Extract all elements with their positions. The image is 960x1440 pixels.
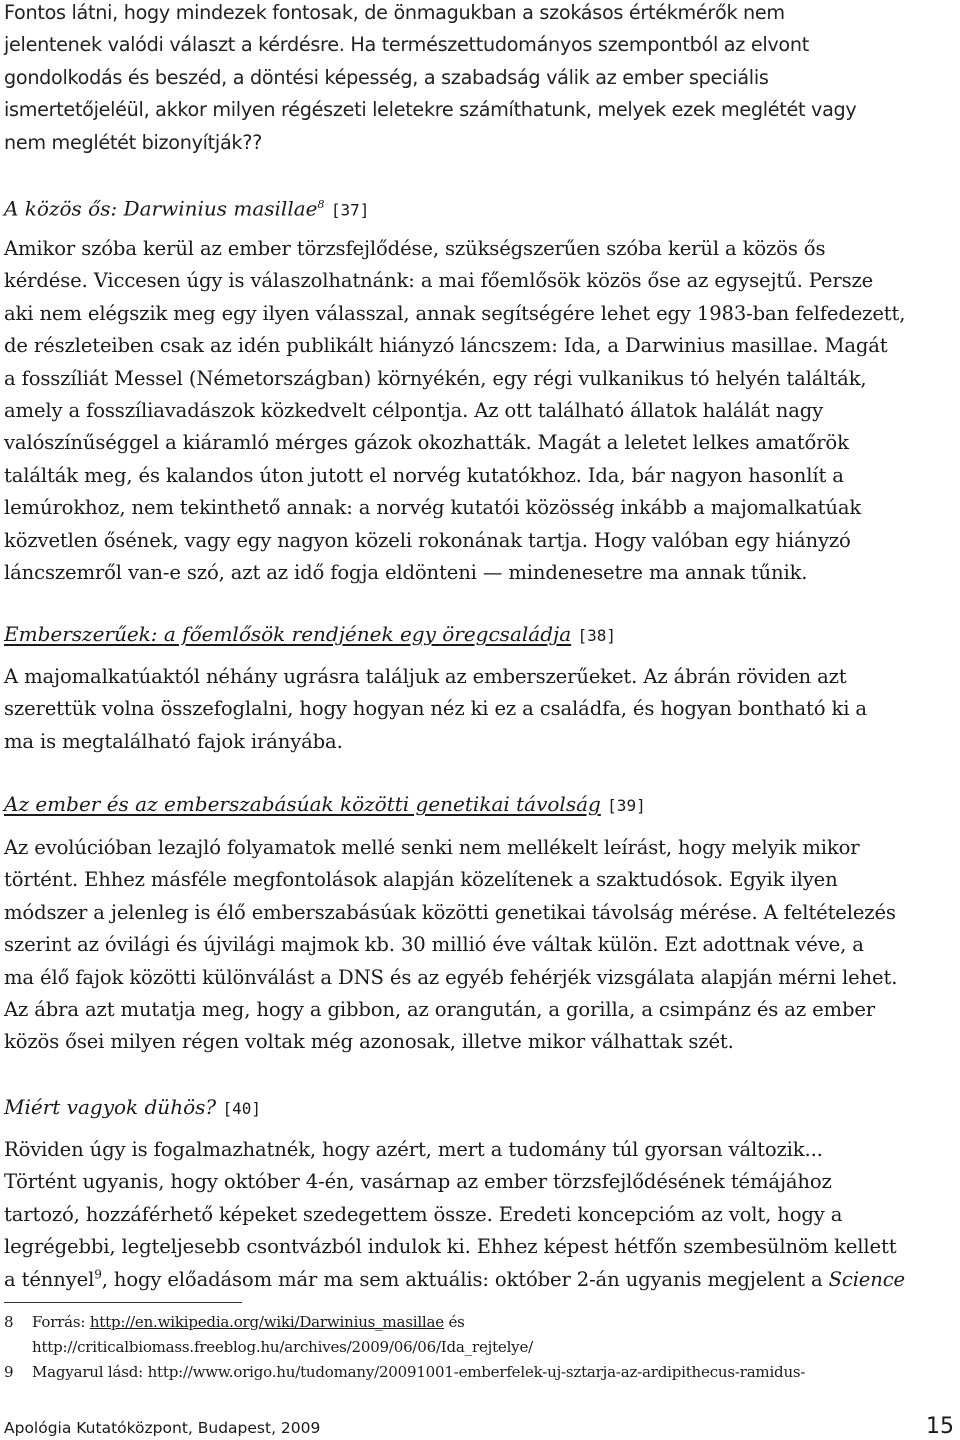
text-line: ma élő fajok közötti különválást a DNS és az egyéb fehérjék vizsgálata alapján mérni lehet. — [4, 965, 898, 989]
section-paragraph — [0, 832, 958, 1059]
text-line: közvetlen ősének, vagy egy nagyon közeli rokonának tartja. Hogy valóban egy hiányzó — [4, 528, 851, 552]
text-line: történt. Ehhez másféle megfontolások alapján közelítenek a szaktudósok. Egyik ilyen — [4, 868, 838, 892]
text-line: Az evolúcióban lezajló folyamatok mellé senki nem mellékelt leírást, hogy melyik mikor — [4, 836, 860, 859]
text-line: Az ábra azt mutatja meg, hogy a gibbon, az orangután, a gorilla, a csimpánz és az ember — [4, 998, 875, 1022]
heading-text: Miért vagyok dühös? — [4, 1095, 217, 1119]
footnote-marker[interactable]: 9 — [94, 1267, 102, 1282]
text-line: tartozó, hozzáférhető képeket szedegettem össze. Eredeti koncepcióm az volt, hogy a — [4, 1202, 843, 1226]
footnote-8 — [4, 1310, 805, 1335]
footnote-marker[interactable]: 8 — [317, 198, 325, 211]
footnote-link[interactable]: http://en.wikipedia.org/wiki/Darwinius_masillae — [89, 1313, 444, 1331]
section-heading — [0, 619, 616, 651]
text-line: jelentenek valódi választ a kérdésre. Ha természettudományos szempontból az elvont — [4, 33, 809, 57]
reference-number: [38] — [577, 626, 617, 645]
text-line: A majomalkatúaktól néhány ugrásra találjuk az emberszerűeket. Az ábrán röviden azt — [4, 665, 847, 688]
footnote-9 — [4, 1360, 805, 1385]
text-line: Röviden úgy is fogalmazhatnék, hogy azért, mert a tudomány túl gyorsan változik... — [4, 1138, 823, 1161]
footnote-number: 8 — [4, 1313, 14, 1331]
text-line: kérdése. Viccesen úgy is válaszolhatnánk: a mai főemlősök közös őse az egysejtű. Persze — [4, 269, 874, 293]
footnote-url: http://criticalbiomass.freeblog.hu/archives/2009/06/06/Ida_rejtelye/ — [32, 1338, 533, 1356]
footnotes — [4, 1310, 805, 1385]
heading-text: Emberszerűek: a főemlősök rendjének egy öregcsaládja — [4, 622, 572, 646]
section-paragraph — [0, 661, 958, 758]
text-line: módszer a jelenleg is élő emberszabásúak közötti genetikai távolság mérése. A feltételezés — [4, 900, 896, 924]
footnote-prefix: Forrás: — [32, 1313, 90, 1331]
text-line: szerint az óvilági és újvilági majmok kb. 30 millió éve váltak külön. Ezt adottnak véve, a — [4, 933, 864, 957]
intro-paragraph — [0, 0, 958, 159]
text-line: nem meglétét bizonyítják?? — [4, 130, 262, 154]
text-line: aki nem elégszik meg egy ilyen válasszal, annak segítségére lehet egy 1983-ban felfedezett, — [4, 301, 906, 325]
footer-publisher: Apológia Kutatóközpont, Budapest, 2009 — [4, 1419, 321, 1437]
reference-number: [39] — [607, 796, 646, 815]
section-heading — [0, 190, 369, 226]
text-line: találták meg, és kalandos úton jutott el norvég kutatókhoz. Ida, bár nagyon hasonlít a — [4, 463, 844, 487]
text-fragment: a ténnyel — [4, 1267, 95, 1291]
heading-text: A közös ős: Darwinius masillae — [4, 196, 318, 221]
text-line: Történt ugyanis, hogy október 4-én, vasárnap az ember törzsfejlődésének témájához — [4, 1170, 832, 1194]
page-footer — [4, 1413, 954, 1439]
footnote-suffix: és — [443, 1313, 465, 1331]
text-line: szerettük volna összefoglalni, hogy hogyan néz ki ez a családfa, és hogyan bontható ki a — [4, 697, 867, 721]
text-line: láncszemről van-e szó, azt az idő fogja eldönteni — mindenesetre ma annak tűnik. — [4, 561, 808, 585]
text-line: Fontos látni, hogy mindezek fontosak, de önmagukban a szokásos értékmérők nem — [4, 1, 785, 24]
page-number: 15 — [926, 1414, 954, 1439]
text-fragment: , hogy előadásom már ma sem aktuális: október 2-án ugyanis megjelent a — [101, 1267, 829, 1291]
text-line: Amikor szóba kerül az ember törzsfejlődése, szükségszerűen szóba kerül a közös ős — [4, 237, 826, 260]
text-line: ismertetőjeléül, akkor milyen régészeti leletekre számíthatunk, melyek ezek meglétét vagy — [4, 98, 857, 122]
section-paragraph — [0, 1134, 958, 1296]
text-line: de részleteiben csak az idén publikált hiányzó láncszem: Ida, a Darwinius masillae. Magát — [4, 334, 888, 358]
footnote-number: 9 — [4, 1363, 14, 1381]
text-line: gondolkodás és beszéd, a döntési képesség, a szabadság válik az ember speciális — [4, 65, 769, 89]
text-line — [4, 1264, 958, 1296]
text-line: közös ősei milyen régen voltak még azonosak, illetve mikor válhattak szét. — [4, 1030, 734, 1054]
journal-name: Science — [828, 1267, 905, 1291]
text-line: valószínűséggel a kiáramló mérges gázok okozhatták. Magát a leletet lelkes amatőrök — [4, 431, 849, 455]
text-line: legrégebbi, legteljesebb csontvázból indulok ki. Ehhez képest hétfőn szembesülnöm kellett — [4, 1235, 897, 1259]
reference-number: [37] — [330, 200, 370, 220]
reference-number: [40] — [222, 1099, 261, 1118]
section-paragraph — [0, 233, 958, 589]
footnote-separator — [4, 1302, 242, 1303]
footnote-8-continuation — [4, 1335, 805, 1360]
section-heading — [0, 1092, 261, 1124]
section-heading — [0, 789, 646, 821]
text-line: a fosszíliát Messel (Németországban) környékén, egy régi vulkanikus tó helyén találták, — [4, 366, 867, 390]
footnote-text: Magyarul lásd: http://www.origo.hu/tudomany/20091001-emberfelek-uj-sztarja-az-ardipithecus-ramidus- — [32, 1363, 806, 1381]
text-line: lemúrokhoz, nem tekinthető annak: a norvég kutatói közösség inkább a majomalkatúak — [4, 496, 862, 520]
text-line: amely a fosszíliavadászok közkedvelt célpontja. Az ott található állatok halálát nagy — [4, 399, 824, 423]
heading-text: Az ember és az emberszabásúak közötti genetikai távolság — [4, 792, 601, 816]
text-line: ma is megtalálható fajok irányába. — [4, 729, 343, 753]
